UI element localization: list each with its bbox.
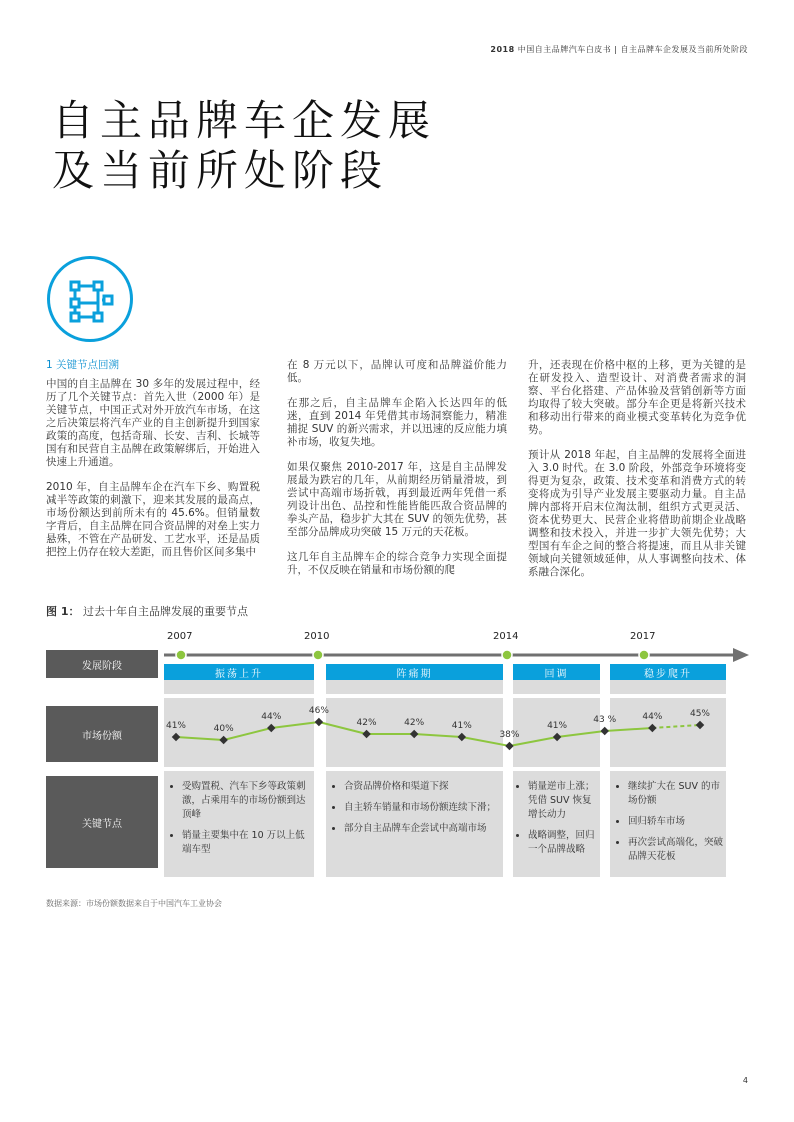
key-point: • 继续扩大在 SUV 的市场份额 (628, 780, 724, 808)
page-number: 4 (742, 1076, 748, 1085)
share-label: 46% (308, 706, 329, 716)
share-point (696, 721, 704, 729)
share-line-segment (652, 725, 700, 728)
key-point: • 销量逆市上涨；凭借 SUV 恢复增长动力 (528, 780, 598, 822)
key-points-4 (616, 780, 724, 872)
paragraph: 中国的自主品牌在 30 多年的发展过程中，经历了几个关键节点：首先入世（2000 年）是关键节点，中国正式对外开放汽车市场，在这之后决策层将汽车产业的自主创新提升到国家政策的高度，包括奇瑞、长安、吉利、长城等国有和民营自主品牌在政策解绑后，开始进入快速上升通道。 (46, 378, 260, 468)
key-points-1 (170, 780, 310, 872)
figure-caption: 过去十年自主品牌发展的重要节点 (82, 605, 248, 618)
key-points-3 (516, 780, 598, 872)
title-line-2: 及当前所处阶段 (52, 146, 389, 195)
share-point (219, 736, 227, 744)
share-label: 43 % (593, 715, 617, 725)
key-point: • 自主轿车销量和市场份额连续下滑； (344, 801, 498, 815)
share-label: 44% (642, 712, 663, 722)
share-line-segment (557, 731, 605, 737)
header-year: 2018 (490, 45, 515, 54)
share-point (362, 730, 370, 738)
timeline-year: 2007 (167, 631, 193, 642)
key-point: • 战略调整，回归一个品牌战略 (528, 829, 598, 857)
section-heading: 1 关键节点回溯 (46, 359, 120, 371)
key-point: • 部分自主品牌车企尝试中高端市场 (344, 822, 498, 836)
row-label-stage: 发展阶段 (46, 650, 158, 678)
share-point (553, 733, 561, 741)
key-point: • 再次尝试高端化，突破品牌天花板 (628, 836, 724, 864)
share-line-segment (605, 728, 653, 731)
key-point: • 合资品牌价格和渠道下探 (344, 780, 498, 794)
paragraph: 如果仅聚焦 2010-2017 年，这是自主品牌发展最为跌宕的几年，从前期经历销量滑坡，到尝试中高端市场折戟，再到最近两年凭借一系列设计出色、品控和性能皆能匹敌合资品牌的拳头产品，稳步扩大其在 SUV 的领先优势，甚至部分品牌成功突破 15 万元的天花板。 (287, 461, 507, 538)
timeline-year: 2017 (630, 631, 656, 642)
share-label: 42% (356, 718, 377, 728)
share-label: 41% (165, 721, 187, 731)
timeline-year: 2010 (304, 631, 330, 642)
timeline-year: 2014 (493, 631, 519, 642)
share-label: 40% (213, 724, 234, 734)
phase-label: 振荡上升 (164, 664, 314, 680)
row-label-share: 市场份额 (46, 706, 158, 762)
share-point (648, 724, 656, 732)
paragraph: 升，还表现在价格中枢的上移，更为关键的是在研发投入、造型设计、对消费者需求的洞察、平台化搭建、产品体验及营销创新等方面均取得了较大突破。部分车企更是将新兴技术和移动出行带来的商业模式变革转化为竞争优势。 (528, 359, 746, 436)
title-line-1: 自主品牌车企发展 (52, 96, 437, 145)
share-point (172, 733, 180, 741)
share-point (458, 733, 466, 741)
share-point (410, 730, 418, 738)
share-point (600, 727, 608, 735)
share-label: 42% (404, 718, 425, 728)
share-point (505, 742, 513, 750)
share-label: 45% (689, 709, 711, 719)
data-source: 数据来源：市场份额数据来自于中国汽车工业协会 (46, 899, 222, 908)
key-point: • 销量主要集中在 10 万以上低端车型 (182, 829, 310, 857)
header-text: 中国自主品牌汽车白皮书 | 自主品牌车企发展及当前所处阶段 (517, 45, 748, 54)
paragraph: 预计从 2018 年起，自主品牌的发展将全面进入 3.0 时代。在 3.0 阶段，外部竞争环境将变得更为复杂，政策、技术变革和消费方式的转变将成为引导产业发展主要驱动力量。自主品牌内部将开启末位淘汰制，组织方式更灵活、资本优势更大、民营企业将借助前期企业战略调整和技术投入，并进一步扩大领先优势；大型国有车企之间的整合将提速，而且从非关键领域向关键领域延伸，从人事调整向技术、体系融合深化。 (528, 449, 746, 578)
share-label: 38% (499, 730, 520, 740)
share-label: 41% (547, 721, 568, 731)
key-point: • 回归轿车市场 (628, 815, 724, 829)
share-line-segment (176, 737, 224, 740)
paragraph: 2010 年，自主品牌车企在汽车下乡、购置税减半等政策的刺激下，迎来其发展的最高点，市场份额达到前所未有的 45.6%。但销量数字背后，自主品牌在同合资品牌的对垒上实力悬殊，不管在产品研发、工艺水平，还是品质把控上仍存在较大差距，而且售价区间多集中 (46, 481, 260, 558)
phase-label: 稳步爬升 (610, 664, 726, 680)
key-points-2 (332, 780, 498, 872)
share-line-segment (414, 734, 462, 737)
share-label: 44% (261, 712, 282, 722)
phase-label: 回调 (513, 664, 600, 680)
phase-label: 阵痛期 (326, 664, 503, 680)
key-point: • 受购置税、汽车下乡等政策刺激，占乘用车的市场份额到达顶峰 (182, 780, 310, 822)
share-point (267, 724, 275, 732)
paragraph: 在那之后，自主品牌车企陷入长达四年的低迷，直到 2014 年凭借其市场洞察能力，精准捕捉 SUV 的新兴需求，并以迅速的反应能力填补市场，收复失地。 (287, 397, 507, 448)
figure-label: 图 1： (46, 605, 80, 618)
row-label-key: 关键节点 (46, 776, 158, 868)
paragraph: 这几年自主品牌车企的综合竞争力实现全面提升，不仅反映在销量和市场份额的爬 (287, 551, 507, 576)
paragraph: 在 8 万元以下，品牌认可度和品牌溢价能力低。 (287, 359, 507, 384)
share-line-segment (271, 722, 319, 728)
share-label: 41% (451, 721, 472, 731)
share-point (315, 718, 323, 726)
